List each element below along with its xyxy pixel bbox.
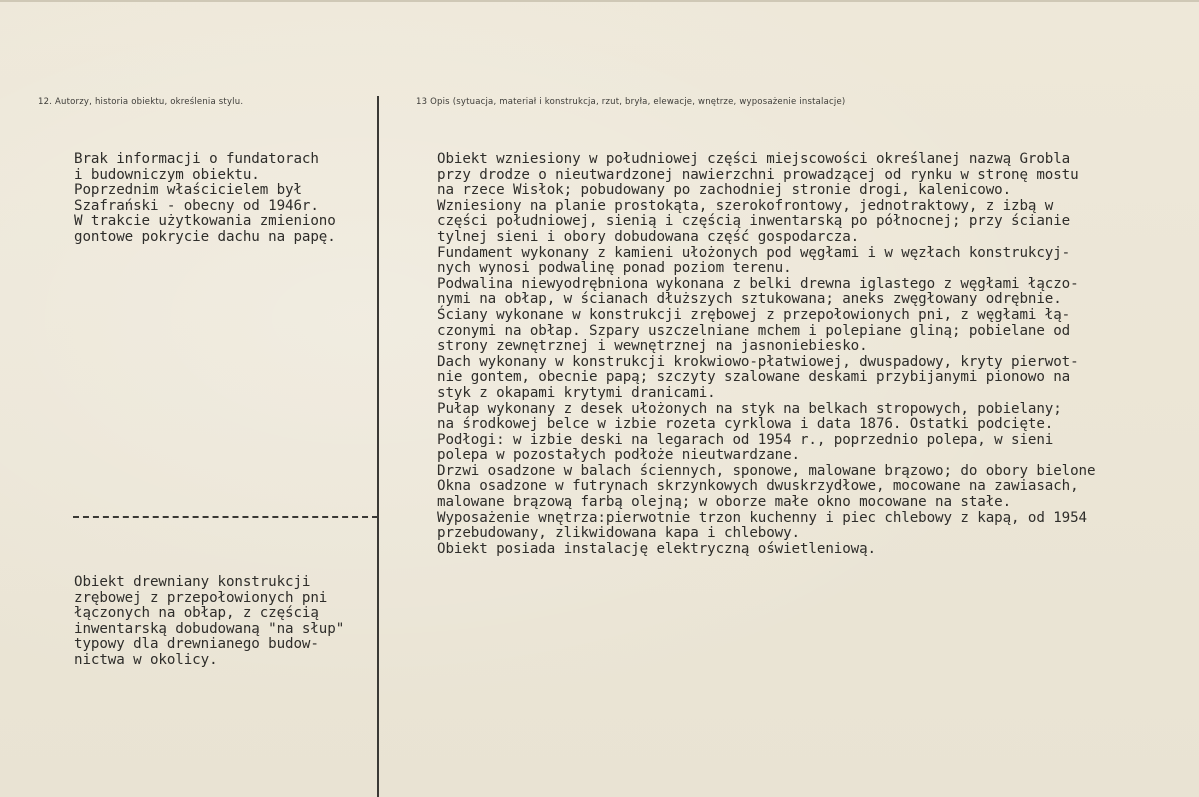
text-line: Obiekt posiada instalację elektryczną oświetleniową. [437, 540, 876, 557]
text-line: Szafrański - obecny od 1946r. [74, 197, 319, 214]
section-13-header: 13 Opis (sytuacja, materiał i konstrukcja, rzut, bryła, elewacje, wnętrze, wyposażenie instalacje) [416, 97, 846, 107]
text-line: strony zewnętrznej i wewnętrznej na jasnoniebiesko. [437, 338, 868, 355]
text-line: nymi na obłap, w ścianach dłuższych sztukowana; aneks zwęgłowany odrębnie. [437, 291, 1062, 308]
text-line: łączonych na obłap, z częścią [74, 605, 319, 622]
column-divider [377, 96, 379, 797]
top-rule [0, 0, 1199, 2]
text-line: Wyposażenie wnętrza:pierwotnie trzon kuchenny i piec chlebowy z kapą, od 1954 [437, 509, 1088, 526]
text-line: Drzwi osadzone w balach ściennych, sponowe, malowane brązowo; do obory bielone [437, 462, 1096, 479]
text-line: inwentarską dobudowaną "na słup" [74, 620, 345, 637]
text-line: Obiekt wzniesiony w południowej części miejscowości określanej nazwą Grobla [437, 151, 1071, 167]
text-line: Ściany wykonane w konstrukcji zrębowej z przepołowionych pni, z węgłami łą- [437, 306, 1071, 323]
text-line: przy drodze o nieutwardzonej nawierzchni prowadzącej od rynku w stronę mostu [437, 166, 1079, 183]
text-line: gontowe pokrycie dachu na papę. [74, 228, 336, 245]
text-line: przebudowany, zlikwidowana kapa i chlebowy. [437, 525, 800, 542]
text-line: zrębowej z przepołowionych pni [74, 589, 328, 606]
dashed-separator [73, 516, 378, 518]
text-line: tylnej sieni i obory dobudowana część gospodarcza. [437, 228, 860, 245]
text-line: Dach wykonany w konstrukcji krokwiowo-płatwiowej, dwuspadowy, kryty pierwot- [437, 353, 1079, 370]
text-line: części południowej, sienią i częścią inwentarską po północnej; przy ścianie [437, 213, 1071, 230]
text-line: Obiekt drewniany konstrukcji [74, 574, 311, 590]
section-12-header: 12. Autorzy, historia obiektu, określenia stylu. [38, 97, 244, 107]
text-line: Podwalina niewyodrębniona wykonana z belki drewna iglastego z węgłami łączo- [437, 275, 1079, 292]
history-text [74, 152, 336, 246]
text-line: typowy dla drewnianego budow- [74, 636, 319, 653]
text-line: Pułap wykonany z desek ułożonych na styk na belkach stropowych, pobielany; [437, 400, 1062, 417]
text-line: Poprzednim właścicielem był [74, 182, 302, 199]
text-line: styk z okapami krytymi dranicami. [437, 384, 716, 401]
text-line: polepa w pozostałych podłoże nieutwardzane. [437, 447, 800, 464]
text-line: Podłogi: w izbie deski na legarach od 1954 r., poprzednio polepa, w sieni [437, 431, 1054, 448]
text-line: nictwa w okolicy. [74, 651, 218, 668]
text-line: nie gontem, obecnie papą; szczyty szalowane deskami przybijanymi pionowo na [437, 369, 1071, 386]
text-line: na środkowej belce w izbie rozeta cyrklowa i data 1876. Ostatki podcięte. [437, 416, 1054, 433]
text-line: W trakcie użytkowania zmieniono [74, 213, 336, 230]
description-text [437, 152, 1095, 557]
text-line: na rzece Wisłok; pobudowany po zachodniej stronie drogi, kalenicowo. [437, 182, 1012, 199]
text-line: Okna osadzone w futrynach skrzynkowych dwuskrzydłowe, mocowane na zawiasach, [437, 478, 1079, 495]
text-line: nych wynosi podwalinę ponad poziom terenu. [437, 260, 792, 277]
style-summary-text [74, 575, 344, 669]
text-line: i budowniczym obiektu. [74, 166, 260, 183]
text-line: Fundament wykonany z kamieni ułożonych pod węgłami i w węzłach konstrukcyj- [437, 244, 1071, 261]
text-line: Brak informacji o fundatorach [74, 151, 319, 167]
text-line: Wzniesiony na planie prostokąta, szerokofrontowy, jednotraktowy, z izbą w [437, 197, 1054, 214]
text-line: malowane brązową farbą olejną; w oborze małe okno mocowane na stałe. [437, 494, 1012, 511]
text-line: czonymi na obłap. Szpary uszczelniane mchem i polepiane gliną; pobielane od [437, 322, 1071, 339]
